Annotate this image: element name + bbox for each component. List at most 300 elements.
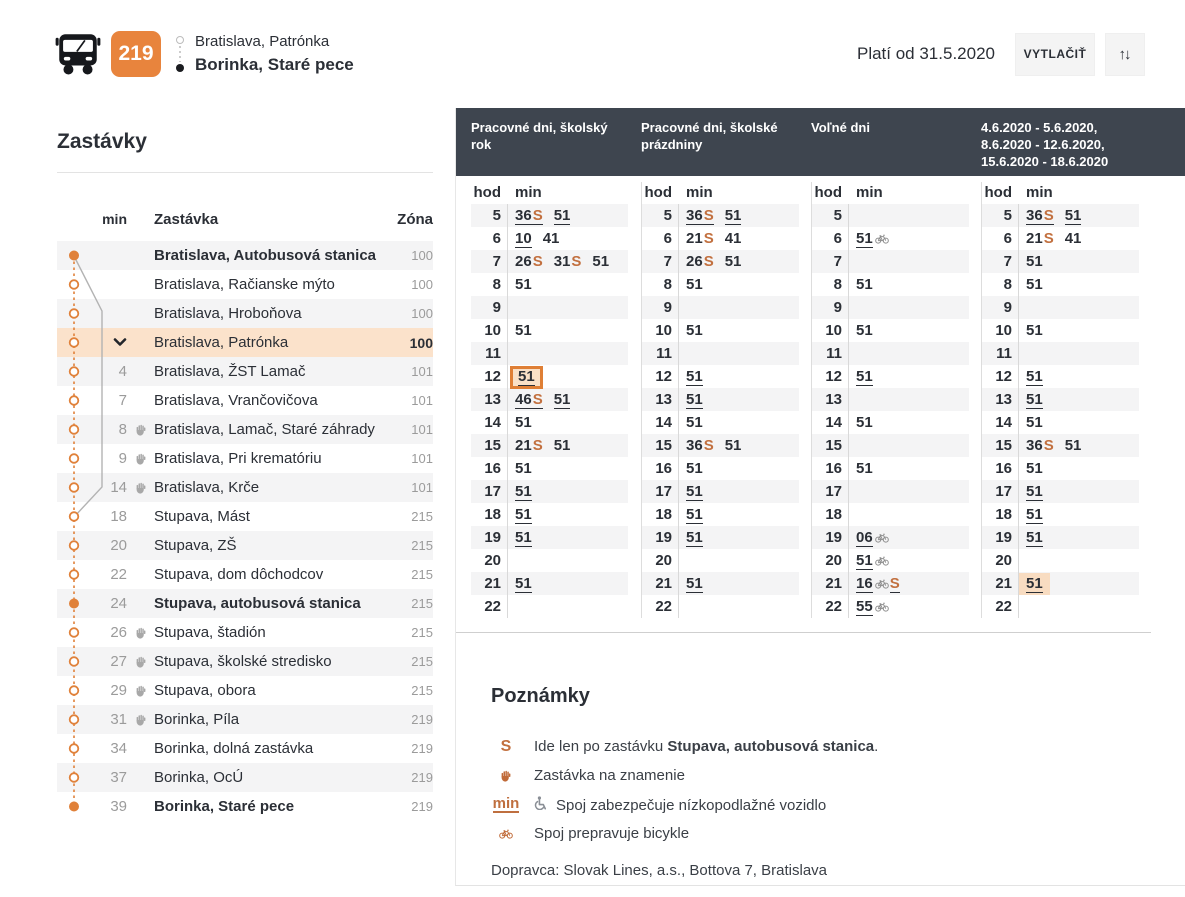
timetable-row <box>982 204 1139 227</box>
short-route-flag: S <box>532 437 543 454</box>
timetable-row <box>471 595 628 618</box>
stop-min-cell: 39 <box>110 798 127 815</box>
hod-label: hod <box>984 184 1012 201</box>
hour-cell: 10 <box>825 322 842 339</box>
stop-name: Stupava, školské stredisko <box>154 653 332 670</box>
timetable-row <box>471 549 628 572</box>
request-stop-hand-icon <box>500 770 512 782</box>
short-route-flag: S <box>703 230 714 247</box>
note-item <box>491 790 1185 819</box>
short-route-flag: S <box>532 391 543 408</box>
timetable-row <box>812 250 969 273</box>
bicycle-icon <box>875 234 889 244</box>
hour-cell: 6 <box>663 230 672 247</box>
hour-cell: 17 <box>995 483 1012 500</box>
timetable-row <box>642 365 799 388</box>
departure-time[interactable]: 51 <box>856 414 873 431</box>
stop-row[interactable] <box>57 328 433 357</box>
hour-cell: 8 <box>492 276 501 293</box>
hour-cell: 7 <box>833 253 842 270</box>
stop-min-cell <box>97 338 127 347</box>
departure-time[interactable]: 51 <box>1026 368 1043 385</box>
timetable-row <box>982 411 1139 434</box>
request-stop-hand-icon <box>135 685 147 697</box>
departure-time[interactable]: 51 <box>856 230 889 247</box>
hour-cell: 9 <box>663 299 672 316</box>
minutes-cell <box>848 526 969 549</box>
timetable-row <box>471 204 628 227</box>
minutes-cell <box>507 388 628 411</box>
departure-time[interactable]: 51 <box>1026 460 1043 477</box>
departure-time[interactable]: 51 <box>686 391 703 408</box>
column-header-zone: Zóna <box>397 210 433 228</box>
stop-min-cell: 24 <box>110 595 127 612</box>
stop-row[interactable] <box>57 705 433 734</box>
departure-time[interactable]: 51 <box>515 460 532 477</box>
departure-time[interactable]: 26S <box>515 253 543 270</box>
minutes-cell <box>848 204 969 227</box>
departure-time[interactable]: 51 <box>1064 437 1082 454</box>
stop-name: Stupava, ZŠ <box>154 537 237 554</box>
request-stop-hand-icon <box>135 482 147 494</box>
note-text: Zastávka na znamenie <box>534 767 685 784</box>
departure-time[interactable]: 51 <box>592 253 610 270</box>
hour-cell: 22 <box>655 598 672 615</box>
stop-row[interactable] <box>57 299 433 328</box>
origin-circle-icon <box>176 36 184 44</box>
stop-row[interactable] <box>57 270 433 299</box>
timetable-row <box>642 204 799 227</box>
divider <box>57 172 433 173</box>
departure-time[interactable]: 36S <box>1026 207 1054 224</box>
stop-min-cell: 8 <box>118 421 127 438</box>
departure-time[interactable]: 51 <box>686 368 703 385</box>
hour-cell: 9 <box>1003 299 1012 316</box>
minutes-cell <box>678 365 799 388</box>
departure-time[interactable]: 51 <box>1026 391 1043 408</box>
stop-row[interactable] <box>57 502 433 531</box>
stop-zone: 215 <box>411 596 433 611</box>
minutes-cell <box>1018 388 1139 411</box>
stop-name: Bratislava, Hroboňova <box>154 305 302 322</box>
departure-time[interactable]: 51 <box>553 391 571 408</box>
stop-row[interactable] <box>57 763 433 792</box>
hour-cell: 20 <box>484 552 501 569</box>
stop-zone: 100 <box>411 277 433 292</box>
route-destination: Borinka, Staré pece <box>195 55 354 74</box>
hour-cell: 11 <box>485 345 501 362</box>
stop-min-cell: 31 <box>110 711 127 728</box>
timetable-row <box>642 273 799 296</box>
departure-time[interactable]: 51 <box>1064 207 1082 224</box>
departure-time[interactable]: 51 <box>686 506 703 523</box>
minutes-cell <box>848 480 969 503</box>
minutes-cell <box>848 319 969 342</box>
stop-zone: 219 <box>411 799 433 814</box>
minutes-cell <box>507 296 628 319</box>
timetable-row <box>982 227 1139 250</box>
daytype-title: 4.6.2020 - 5.6.2020, 8.6.2020 - 12.6.2020, 15.6.2020 - 18.6.2020 <box>981 120 1109 169</box>
minutes-cell <box>507 204 628 227</box>
minutes-cell <box>678 503 799 526</box>
timetable-row <box>812 319 969 342</box>
hour-cell: 7 <box>663 253 672 270</box>
minutes-cell <box>1018 296 1139 319</box>
departure-time[interactable]: 51 <box>515 506 532 523</box>
departure-time[interactable]: 31S <box>553 253 582 270</box>
timetable-row <box>812 365 969 388</box>
hour-cell: 11 <box>656 345 672 362</box>
hour-cell: 5 <box>663 207 672 224</box>
minutes-cell <box>848 411 969 434</box>
hour-cell: 17 <box>655 483 672 500</box>
stop-flags-cell <box>127 482 154 494</box>
departure-time[interactable]: 51 <box>686 322 703 339</box>
timetable-row <box>812 434 969 457</box>
hour-cell: 21 <box>995 575 1012 592</box>
notes-section <box>456 633 1185 879</box>
departure-time[interactable]: 51 <box>1026 322 1043 339</box>
timetable-row <box>982 434 1139 457</box>
departure-time[interactable]: 10 <box>515 230 532 247</box>
departure-time[interactable]: 51 <box>553 207 571 224</box>
hour-cell: 19 <box>655 529 672 546</box>
departure-time[interactable]: 51 <box>686 414 703 431</box>
departure-time[interactable]: 51 <box>686 276 703 293</box>
minutes-cell <box>507 457 628 480</box>
minutes-cell <box>848 365 969 388</box>
short-route-flag: S <box>1043 437 1054 454</box>
departure-time[interactable]: 51 <box>724 253 742 270</box>
min-label: min <box>686 184 713 201</box>
stop-min-cell: 20 <box>110 537 127 554</box>
minutes-cell <box>507 595 628 618</box>
timetable-row <box>471 365 628 388</box>
route-dotted-line <box>179 46 181 62</box>
hour-cell: 13 <box>825 391 842 408</box>
minutes-cell <box>1018 365 1139 388</box>
request-stop-hand-icon <box>135 656 147 668</box>
departure-time[interactable]: 36S <box>686 207 714 224</box>
hour-cell: 18 <box>995 506 1012 523</box>
sort-arrows-icon: ↑↓ <box>1118 45 1130 63</box>
hour-cell: 9 <box>492 299 501 316</box>
departure-time[interactable]: 51 <box>686 575 703 592</box>
timetable-row <box>471 250 628 273</box>
departure-time[interactable]: 51 <box>510 366 543 389</box>
departure-time[interactable]: 21S <box>1026 230 1054 247</box>
departure-time[interactable]: 51 <box>515 529 532 546</box>
stop-flags-cell <box>127 453 154 465</box>
departure-time[interactable]: 21S <box>515 437 543 454</box>
departure-time[interactable]: 36S <box>515 207 543 224</box>
minutes-cell <box>507 250 628 273</box>
departure-time[interactable]: 26S <box>686 253 714 270</box>
request-stop-hand-icon <box>135 714 147 726</box>
minutes-cell <box>678 411 799 434</box>
hour-cell: 17 <box>484 483 501 500</box>
minutes-cell <box>1018 250 1139 273</box>
stop-min-cell: 34 <box>110 740 127 757</box>
departure-time[interactable]: 51 <box>515 322 532 339</box>
hour-cell: 12 <box>484 368 501 385</box>
timetable-row <box>471 434 628 457</box>
short-route-flag: S <box>703 207 714 224</box>
hour-cell: 14 <box>484 414 501 431</box>
stop-row[interactable] <box>57 473 433 502</box>
stop-zone: 101 <box>411 480 433 495</box>
hour-cell: 14 <box>655 414 672 431</box>
minutes-cell <box>1018 227 1139 250</box>
hour-cell: 6 <box>833 230 842 247</box>
bicycle-icon <box>875 533 889 543</box>
stop-min-cell: 29 <box>110 682 127 699</box>
minutes-cell <box>678 296 799 319</box>
minutes-cell <box>507 342 628 365</box>
hour-cell: 15 <box>484 437 501 454</box>
stop-min-cell: 37 <box>110 769 127 786</box>
stop-name: Borinka, OcÚ <box>154 769 244 786</box>
departure-time[interactable]: 41 <box>1064 230 1082 247</box>
minutes-cell <box>507 572 628 595</box>
departure-time[interactable]: 51 <box>1026 506 1043 523</box>
hour-cell: 10 <box>484 322 501 339</box>
hour-cell: 6 <box>492 230 501 247</box>
minutes-cell <box>678 526 799 549</box>
stop-name: Borinka, Staré pece <box>154 798 295 815</box>
departure-time[interactable]: 51 <box>515 276 532 293</box>
timetable-row <box>982 365 1139 388</box>
minutes-cell <box>1018 503 1139 526</box>
stop-name: Stupava, dom dôchodcov <box>154 566 324 583</box>
minutes-cell <box>848 434 969 457</box>
stop-min-cell: 4 <box>118 363 127 380</box>
stop-zone: 100 <box>409 334 433 351</box>
stop-name: Bratislava, Račianske mýto <box>154 276 335 293</box>
timetable-row <box>471 411 628 434</box>
stop-row[interactable] <box>57 386 433 415</box>
minutes-cell <box>678 457 799 480</box>
stop-row[interactable] <box>57 560 433 589</box>
stop-min-cell: 18 <box>110 508 127 525</box>
timetable-block <box>981 182 1151 618</box>
hour-cell: 16 <box>655 460 672 477</box>
timetable-row <box>642 227 799 250</box>
timetable-row <box>471 273 628 296</box>
hour-cell: 11 <box>826 345 842 362</box>
stop-name: Stupava, autobusová stanica <box>154 595 361 612</box>
departure-time[interactable]: 36S <box>686 437 714 454</box>
minutes-cell <box>678 572 799 595</box>
timetable-row <box>812 296 969 319</box>
departure-time[interactable]: 51 <box>686 529 703 546</box>
minutes-cell <box>507 319 628 342</box>
timetable-row <box>812 572 969 595</box>
timetable-row <box>812 595 969 618</box>
timetable-row <box>982 296 1139 319</box>
short-route-flag: S <box>889 575 900 592</box>
print-button[interactable]: VYTLAČIŤ <box>1015 33 1095 76</box>
stop-zone: 215 <box>411 683 433 698</box>
stop-row[interactable] <box>57 647 433 676</box>
hour-cell: 7 <box>492 253 501 270</box>
hour-cell: 19 <box>484 529 501 546</box>
minutes-cell <box>507 526 628 549</box>
departure-time[interactable]: 36S <box>1026 437 1054 454</box>
stop-row[interactable] <box>57 241 433 270</box>
stop-row[interactable] <box>57 792 433 821</box>
minutes-cell <box>678 204 799 227</box>
stop-zone: 100 <box>411 248 433 263</box>
departure-time[interactable]: 21S <box>686 230 714 247</box>
minutes-cell <box>848 388 969 411</box>
hour-cell: 5 <box>1003 207 1012 224</box>
stop-name: Stupava, Mást <box>154 508 250 525</box>
hour-cell: 18 <box>484 506 501 523</box>
carrier-info: Dopravca: Slovak Lines, a.s., Bottova 7, Bratislava <box>491 862 827 879</box>
hour-cell: 15 <box>995 437 1012 454</box>
departure-time[interactable]: 51 <box>515 414 532 431</box>
minutes-cell <box>848 273 969 296</box>
minutes-cell <box>507 434 628 457</box>
stop-zone: 100 <box>411 306 433 321</box>
stop-name: Borinka, Píla <box>154 711 240 728</box>
hour-cell: 14 <box>825 414 842 431</box>
departure-time[interactable]: 51 <box>1026 529 1043 546</box>
timetable-row <box>642 296 799 319</box>
timetable-row <box>812 480 969 503</box>
minutes-cell <box>507 503 628 526</box>
stop-row[interactable] <box>57 357 433 386</box>
departure-time[interactable]: 51 <box>1019 573 1050 595</box>
stop-row[interactable] <box>57 415 433 444</box>
hour-cell: 12 <box>995 368 1012 385</box>
departure-time[interactable]: 51 <box>686 483 703 500</box>
departure-time[interactable]: 55 <box>856 598 889 615</box>
stop-row[interactable] <box>57 676 433 705</box>
stop-zone: 101 <box>411 393 433 408</box>
departure-time[interactable]: 51 <box>724 207 742 224</box>
timetable-row <box>471 480 628 503</box>
short-route-flag: S <box>532 253 543 270</box>
hour-cell: 13 <box>484 391 501 408</box>
short-route-flag: S <box>532 207 543 224</box>
minutes-cell <box>848 457 969 480</box>
chevron-down-icon <box>113 338 127 347</box>
min-label: min <box>1026 184 1053 201</box>
departure-time[interactable]: 51 <box>1026 276 1043 293</box>
departure-time[interactable]: 41 <box>542 230 560 247</box>
minutes-cell <box>507 227 628 250</box>
timetable-row <box>471 572 628 595</box>
timetable-header-row <box>471 182 628 204</box>
stop-zone: 215 <box>411 509 433 524</box>
stop-row[interactable] <box>57 618 433 647</box>
departure-time[interactable]: 51 <box>724 437 742 454</box>
minutes-cell <box>848 549 969 572</box>
minutes-cell <box>1018 549 1139 572</box>
departure-time[interactable]: 06 <box>856 529 889 546</box>
departure-time[interactable]: 51 <box>1026 483 1043 500</box>
departure-time[interactable]: 16 S <box>856 575 900 592</box>
min-label: min <box>856 184 883 201</box>
stop-row[interactable] <box>57 531 433 560</box>
note-item <box>491 819 1185 848</box>
note-text: Ide len po zastávku Stupava, autobusová stanica. <box>534 738 879 755</box>
minutes-cell <box>848 503 969 526</box>
departure-time[interactable]: 41 <box>724 230 742 247</box>
hour-cell: 8 <box>663 276 672 293</box>
hour-cell: 10 <box>995 322 1012 339</box>
stops-table-header <box>57 197 433 241</box>
daytype-title: Voľné dni <box>811 120 870 135</box>
stop-row[interactable] <box>57 734 433 763</box>
stops-panel <box>0 108 455 821</box>
stop-name: Bratislava, Vrančovičova <box>154 392 318 409</box>
minutes-cell <box>678 250 799 273</box>
hour-cell: 19 <box>995 529 1012 546</box>
bike-icon <box>491 829 521 839</box>
departure-time[interactable]: 51 <box>856 276 873 293</box>
departure-time[interactable]: 46S <box>515 391 543 408</box>
minutes-cell <box>1018 319 1139 342</box>
reverse-direction-button[interactable] <box>1105 33 1145 76</box>
minutes-cell <box>678 480 799 503</box>
hour-cell: 7 <box>1003 253 1012 270</box>
departure-time[interactable]: 51 <box>515 575 532 592</box>
departure-time[interactable]: 51 <box>1026 253 1043 270</box>
short-route-flag: S <box>1043 207 1054 224</box>
hour-cell: 10 <box>655 322 672 339</box>
bicycle-icon <box>875 602 889 612</box>
timetable-row <box>471 457 628 480</box>
hour-cell: 20 <box>995 552 1012 569</box>
departure-time[interactable]: 51 <box>856 368 873 385</box>
short-route-flag: S <box>571 253 582 270</box>
departure-time[interactable]: 51 <box>553 437 571 454</box>
hour-cell: 12 <box>825 368 842 385</box>
departure-time[interactable]: 51 <box>856 460 873 477</box>
timetable-row <box>471 503 628 526</box>
hour-cell: 17 <box>825 483 842 500</box>
bus-icon <box>55 32 101 76</box>
minutes-cell <box>1018 434 1139 457</box>
timetable-row <box>982 549 1139 572</box>
hour-cell: 22 <box>825 598 842 615</box>
wheelchair-icon <box>534 796 547 810</box>
departure-time[interactable]: 51 <box>856 322 873 339</box>
stop-row[interactable] <box>57 589 433 618</box>
column-header-min: min <box>102 211 127 227</box>
bicycle-icon <box>875 579 889 589</box>
stop-row[interactable] <box>57 444 433 473</box>
hour-cell: 21 <box>825 575 842 592</box>
timetable-row <box>642 319 799 342</box>
hour-cell: 19 <box>825 529 842 546</box>
minutes-cell <box>507 273 628 296</box>
departure-time[interactable]: 51 <box>1026 414 1043 431</box>
departure-time[interactable]: 51 <box>686 460 703 477</box>
stop-min-cell: 14 <box>110 479 127 496</box>
timetable-row <box>982 342 1139 365</box>
departure-time[interactable]: 51 <box>515 483 532 500</box>
daytype-title: Pracovné dni, školský rok <box>471 120 608 152</box>
short-route-flag: S <box>703 437 714 454</box>
departure-time[interactable]: 51 <box>856 552 889 569</box>
hour-cell: 20 <box>825 552 842 569</box>
min-label: min <box>515 184 542 201</box>
minutes-cell <box>678 595 799 618</box>
